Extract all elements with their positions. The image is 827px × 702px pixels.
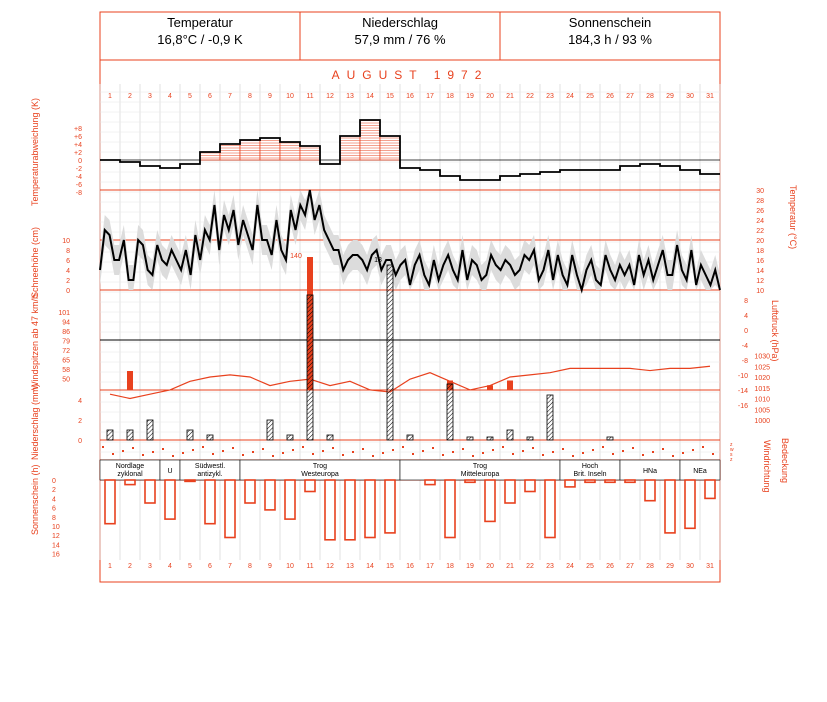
day-label-bottom: 4 xyxy=(168,563,172,570)
wind-direction-mark xyxy=(372,455,374,457)
wind-direction-mark xyxy=(282,452,284,454)
wind-direction-mark xyxy=(542,454,544,456)
wind-direction-mark xyxy=(222,450,224,452)
day-label-bottom: 27 xyxy=(626,563,634,570)
day-label-bottom: 10 xyxy=(286,563,294,570)
day-label-bottom: 7 xyxy=(228,563,232,570)
anomaly-tick-label: 0 xyxy=(78,158,82,165)
sunshine-tick-label: 6 xyxy=(52,505,56,513)
day-label-top: 15 xyxy=(386,93,394,100)
wind-tick-label: 65 xyxy=(62,357,70,365)
precip-bar xyxy=(527,437,533,440)
precip-bar xyxy=(107,430,113,440)
weather-type-label: zyklonal xyxy=(117,471,143,478)
wind-direction-mark xyxy=(142,454,144,456)
temperature-tick-label: 22 xyxy=(756,228,764,235)
wind-direction-mark xyxy=(622,450,624,452)
anomaly-tick-label: +2 xyxy=(74,150,82,157)
pressure-tick-label: 1030 xyxy=(754,353,770,361)
temperature-tick-label: 28 xyxy=(756,198,764,205)
day-label-bottom: 19 xyxy=(466,563,474,570)
day-label-top: 11 xyxy=(306,93,314,100)
temperature-tick-label: 18 xyxy=(756,248,764,255)
sunshine-bar xyxy=(325,480,335,540)
ylabel-sunshine: Sonnenschein (h) xyxy=(30,464,40,535)
weather-type-label: HNa xyxy=(642,468,658,475)
temp-scale-tick-label: 0 xyxy=(744,328,748,335)
ylabel-snow: Schneehöhe (cm) xyxy=(30,226,40,298)
day-label-top: 2 xyxy=(128,93,132,100)
sunshine-bar xyxy=(265,480,275,510)
weather-type-label: antizykl. xyxy=(197,471,223,478)
day-label-top: 18 xyxy=(446,93,454,100)
temperature-tick-label: 24 xyxy=(756,218,764,225)
precip-tick-label: 4 xyxy=(78,398,82,405)
day-label-top: 21 xyxy=(506,93,514,100)
wind-annotation: 18 xyxy=(374,257,382,264)
wind-direction-mark xyxy=(192,449,194,451)
day-label-bottom: 5 xyxy=(188,563,192,570)
precip-bar xyxy=(387,265,393,440)
day-label-top: 8 xyxy=(248,93,252,100)
temp-scale-tick-label: -10 xyxy=(737,373,748,380)
wind-direction-mark xyxy=(322,450,324,452)
sunshine-bar xyxy=(705,480,715,498)
wind-direction-mark xyxy=(172,455,174,457)
wind-direction-mark xyxy=(482,452,484,454)
day-label-bottom: 28 xyxy=(646,563,654,570)
temp-scale-tick-label: 8 xyxy=(744,298,748,305)
day-label-bottom: 12 xyxy=(326,563,334,570)
wind-direction-mark xyxy=(182,452,184,454)
day-label-bottom: 15 xyxy=(386,563,394,570)
wind-direction-mark xyxy=(342,454,344,456)
snow-tick-label: 0 xyxy=(66,288,70,295)
wind-direction-mark xyxy=(312,453,314,455)
precip-bar xyxy=(307,295,313,440)
sunshine-bar xyxy=(245,480,255,503)
wind-direction-mark xyxy=(712,453,714,455)
wind-direction-mark xyxy=(302,446,304,448)
header-precipitation-value: 57,9 mm / 76 % xyxy=(354,32,446,47)
day-label-bottom: 26 xyxy=(606,563,614,570)
wind-direction-mark xyxy=(682,452,684,454)
anomaly-tick-label: +8 xyxy=(74,126,82,133)
weather-type-label: Nordlage xyxy=(115,463,145,470)
precip-bar xyxy=(507,430,513,440)
day-label-bottom: 11 xyxy=(306,563,314,570)
ylabel-temp-anomaly: Temperaturabweichung (K) xyxy=(30,97,40,206)
day-label-top: 13 xyxy=(346,93,354,100)
day-label-top: 26 xyxy=(606,93,614,100)
sunshine-bar xyxy=(105,480,115,524)
wind-tick-label: 101 xyxy=(58,310,70,317)
pressure-tick-label: 1020 xyxy=(754,375,770,382)
wind-direction-mark xyxy=(522,450,524,452)
precip-tick-label: 0 xyxy=(78,438,82,445)
snow-tick-label: 6 xyxy=(66,258,70,265)
weather-type-label: NEa xyxy=(693,468,707,475)
wind-direction-mark xyxy=(642,454,644,456)
sunshine-tick-label: 0 xyxy=(52,478,56,485)
wind-direction-mark xyxy=(532,447,534,449)
wind-tick-label: 86 xyxy=(62,329,70,336)
wind-direction-mark xyxy=(552,451,554,453)
header-precipitation-title: Niederschlag xyxy=(362,15,438,30)
day-label-top: 25 xyxy=(586,93,594,100)
day-label-bottom: 1 xyxy=(108,563,112,570)
precip-bar xyxy=(127,430,133,440)
anomaly-tick-label: +6 xyxy=(74,134,82,141)
temperature-tick-label: 12 xyxy=(756,278,764,285)
day-label-top: 12 xyxy=(326,93,334,100)
wind-direction-mark xyxy=(692,449,694,451)
temp-scale-tick-label: -4 xyxy=(741,343,748,350)
sunshine-bar xyxy=(625,480,635,482)
sunshine-bar xyxy=(665,480,675,533)
day-label-bottom: 24 xyxy=(566,563,574,570)
precip-bar xyxy=(467,437,473,440)
day-label-top: 22 xyxy=(526,93,534,100)
temp-scale-tick-label: -14 xyxy=(737,388,748,395)
sunshine-tick-label: 4 xyxy=(52,496,56,504)
sunshine-bar xyxy=(685,480,695,528)
ylabel-cloud-cover: Bedeckung xyxy=(780,438,790,484)
sunshine-bar xyxy=(145,480,155,503)
wind-direction-mark xyxy=(472,455,474,457)
day-label-top: 3 xyxy=(148,93,152,100)
wind-direction-mark xyxy=(112,453,114,455)
day-label-top: 9 xyxy=(268,93,272,100)
wind-direction-mark xyxy=(592,449,594,451)
wind-direction-mark xyxy=(332,447,334,449)
sunshine-bar xyxy=(425,480,435,485)
wind-direction-mark xyxy=(242,454,244,456)
wind-direction-mark xyxy=(212,453,214,455)
wind-tick-label: 72 xyxy=(62,348,70,355)
anomaly-bar-positive xyxy=(360,120,380,160)
precip-bar xyxy=(607,437,613,440)
day-label-top: 17 xyxy=(426,93,434,100)
sunshine-bar xyxy=(445,480,455,538)
precip-bar xyxy=(267,420,273,440)
day-label-top: 29 xyxy=(666,93,674,100)
temperature-tick-label: 16 xyxy=(756,258,764,265)
wind-dir-tick: z xyxy=(730,457,733,463)
temp-scale-tick-label: 4 xyxy=(744,313,748,320)
wind-direction-mark xyxy=(402,446,404,448)
temp-scale-tick-label: -16 xyxy=(737,403,748,410)
temperature-tick-label: 14 xyxy=(756,268,764,275)
temperature-tick-label: 10 xyxy=(756,288,764,295)
precip-bar xyxy=(207,435,213,440)
wind-direction-mark xyxy=(102,446,104,448)
sunshine-bar xyxy=(185,480,195,481)
wind-direction-mark xyxy=(572,455,574,457)
sunshine-bar xyxy=(585,480,595,482)
sunshine-tick-label: 14 xyxy=(52,542,60,550)
wind-direction-mark xyxy=(422,450,424,452)
day-label-bottom: 18 xyxy=(446,563,454,570)
sunshine-bar xyxy=(305,480,315,492)
pressure-tick-label: 1005 xyxy=(754,407,770,415)
snow-tick-label: 4 xyxy=(66,268,70,275)
wind-direction-mark xyxy=(382,452,384,454)
header-temperature-value: 16,8°C / -0,9 K xyxy=(157,32,243,47)
wind-direction-mark xyxy=(292,449,294,451)
wind-direction-mark xyxy=(262,448,264,450)
weather-type-label: Westeuropa xyxy=(301,471,339,478)
anomaly-bar-positive xyxy=(220,144,240,160)
weather-type-label: Hoch xyxy=(581,463,599,470)
day-label-bottom: 6 xyxy=(208,563,212,570)
day-label-top: 16 xyxy=(406,93,414,100)
day-label-bottom: 2 xyxy=(128,563,132,570)
wind-direction-mark xyxy=(412,453,414,455)
wind-tick-label: 50 xyxy=(62,376,70,384)
wind-direction-mark xyxy=(272,455,274,457)
ylabel-wind: Windspitzen ab 47 km/h xyxy=(30,293,40,390)
weather-type-label: Trog xyxy=(312,463,328,470)
wind-direction-mark xyxy=(442,454,444,456)
wind-direction-mark xyxy=(122,450,124,452)
precip-bar xyxy=(187,430,193,440)
sunshine-tick-label: 10 xyxy=(52,524,60,531)
wind-direction-mark xyxy=(492,449,494,451)
day-label-bottom: 30 xyxy=(686,563,694,570)
wind-direction-mark xyxy=(672,455,674,457)
temperature-tick-label: 30 xyxy=(756,188,764,195)
wind-direction-mark xyxy=(132,447,134,449)
temperature-tick-label: 26 xyxy=(756,208,764,215)
day-label-top: 24 xyxy=(566,93,574,100)
pressure-tick-label: 1000 xyxy=(754,418,770,425)
ylabel-precip: Niederschlag (mm) xyxy=(30,383,40,460)
wind-direction-mark xyxy=(432,447,434,449)
day-label-bottom: 8 xyxy=(248,563,252,570)
day-label-top: 31 xyxy=(706,93,714,100)
wind-direction-mark xyxy=(392,449,394,451)
pressure-tick-label: 1025 xyxy=(754,364,770,372)
sunshine-tick-label: 2 xyxy=(52,487,56,495)
wind-dir-tick: w xyxy=(730,447,734,453)
weather-type-label: Trog xyxy=(472,463,488,470)
wind-direction-mark xyxy=(152,451,154,453)
wind-direction-mark xyxy=(602,446,604,448)
day-label-bottom: 13 xyxy=(346,563,354,570)
wind-direction-mark xyxy=(502,446,504,448)
sunshine-bar xyxy=(605,480,615,482)
day-label-top: 5 xyxy=(188,93,192,100)
header-precipitation xyxy=(300,14,500,58)
anomaly-tick-label: -6 xyxy=(75,182,82,189)
sunshine-tick-label: 12 xyxy=(52,533,60,541)
wind-direction-mark xyxy=(632,447,634,449)
day-label-top: 23 xyxy=(546,93,554,100)
sunshine-bar xyxy=(125,480,135,485)
sunshine-bar xyxy=(525,480,535,492)
day-label-top: 7 xyxy=(228,93,232,100)
wind-direction-mark xyxy=(512,453,514,455)
anomaly-line xyxy=(100,120,720,180)
wind-direction-mark xyxy=(352,451,354,453)
wind-direction-mark xyxy=(232,447,234,449)
weather-type-label: U xyxy=(167,468,173,475)
wind-direction-mark xyxy=(202,446,204,448)
day-label-top: 1 xyxy=(108,93,112,100)
day-label-top: 20 xyxy=(486,93,494,100)
precip-bar xyxy=(487,437,493,440)
header-temperature xyxy=(100,14,300,58)
header-sunshine xyxy=(500,14,720,58)
sunshine-bar xyxy=(225,480,235,538)
sunshine-bar xyxy=(545,480,555,538)
sunshine-bar xyxy=(165,480,175,519)
sunshine-bar xyxy=(385,480,395,533)
wind-dir-tick: s xyxy=(730,452,733,458)
day-label-bottom: 21 xyxy=(506,563,514,570)
anomaly-bar-positive xyxy=(280,142,300,160)
day-label-bottom: 14 xyxy=(366,563,374,570)
day-label-bottom: 31 xyxy=(706,563,714,570)
day-label-top: 27 xyxy=(626,93,634,100)
wind-tick-label: 94 xyxy=(62,319,70,327)
anomaly-bar-positive xyxy=(260,138,280,160)
anomaly-tick-label: -4 xyxy=(75,174,82,181)
header-sunshine-value: 184,3 h / 93 % xyxy=(568,32,652,47)
ylabel-pressure: Luftdruck (hPa) xyxy=(770,300,780,362)
weather-type-label: Mitteleuropa xyxy=(460,471,500,478)
wind-gust-bar xyxy=(127,371,133,390)
anomaly-tick-label: -8 xyxy=(75,190,82,197)
day-label-bottom: 20 xyxy=(486,563,494,570)
sunshine-bar xyxy=(565,480,575,487)
sunshine-bar xyxy=(345,480,355,540)
day-label-bottom: 9 xyxy=(268,563,272,570)
wind-direction-mark xyxy=(562,448,564,450)
day-label-top: 30 xyxy=(686,93,694,100)
weather-type-label: Südwestl. xyxy=(194,463,226,470)
day-label-top: 19 xyxy=(466,93,474,100)
weather-type-label: Brit. Inseln xyxy=(573,471,607,478)
wind-direction-mark xyxy=(252,451,254,453)
precip-bar xyxy=(327,435,333,440)
sunshine-bar xyxy=(465,480,475,482)
sunshine-bar xyxy=(205,480,215,524)
temp-scale-tick-label: -8 xyxy=(741,358,748,365)
anomaly-tick-label: +4 xyxy=(74,142,82,149)
sunshine-bar xyxy=(645,480,655,501)
snow-tick-label: 8 xyxy=(66,248,70,255)
precip-bar xyxy=(447,384,453,440)
wind-direction-mark xyxy=(612,453,614,455)
sunshine-tick-label: 16 xyxy=(52,551,60,559)
day-label-bottom: 22 xyxy=(526,563,534,570)
precip-tick-label: 2 xyxy=(78,418,82,425)
wind-direction-mark xyxy=(162,448,164,450)
day-label-bottom: 23 xyxy=(546,563,554,570)
header-sunshine-title: Sonnenschein xyxy=(568,15,652,30)
wind-tick-label: 79 xyxy=(62,338,70,346)
header-temperature-title: Temperatur xyxy=(167,15,233,30)
anomaly-tick-label: -2 xyxy=(75,166,82,173)
month-title: AUGUST 1972 xyxy=(331,68,489,82)
pressure-tick-label: 1010 xyxy=(754,396,770,404)
wind-direction-mark xyxy=(702,446,704,448)
temperature-tick-label: 20 xyxy=(756,238,764,245)
precip-bar xyxy=(147,420,153,440)
snow-tick-label: 10 xyxy=(62,238,70,245)
wind-tick-label: 58 xyxy=(62,367,70,374)
sunshine-bar xyxy=(505,480,515,503)
wind-direction-mark xyxy=(452,451,454,453)
wind-direction-mark xyxy=(582,452,584,454)
day-label-bottom: 3 xyxy=(148,563,152,570)
wind-annotation: 140 xyxy=(290,253,302,260)
ylabel-temperature: Temperatur (°C) xyxy=(788,185,798,250)
day-label-bottom: 17 xyxy=(426,563,434,570)
day-label-bottom: 16 xyxy=(406,563,414,570)
precip-bar xyxy=(547,395,553,440)
pressure-tick-label: 1015 xyxy=(754,385,770,393)
sunshine-tick-label: 8 xyxy=(52,514,56,522)
wind-dir-tick: z xyxy=(730,442,733,448)
day-label-bottom: 29 xyxy=(666,563,674,570)
day-label-top: 14 xyxy=(366,93,374,100)
day-label-bottom: 25 xyxy=(586,563,594,570)
precip-bar xyxy=(407,435,413,440)
snow-tick-label: 2 xyxy=(66,278,70,285)
wind-gust-bar xyxy=(507,381,513,391)
ylabel-wind-direction: Windrichtung xyxy=(762,440,772,493)
wind-direction-mark xyxy=(462,448,464,450)
sunshine-bar xyxy=(285,480,295,519)
day-label-top: 10 xyxy=(286,93,294,100)
wind-direction-mark xyxy=(362,448,364,450)
precip-bar xyxy=(287,435,293,440)
wind-direction-mark xyxy=(652,451,654,453)
sunshine-bar xyxy=(365,480,375,538)
day-label-top: 4 xyxy=(168,93,172,100)
day-label-top: 28 xyxy=(646,93,654,100)
wind-direction-mark xyxy=(662,448,664,450)
day-label-top: 6 xyxy=(208,93,212,100)
sunshine-bar xyxy=(485,480,495,521)
